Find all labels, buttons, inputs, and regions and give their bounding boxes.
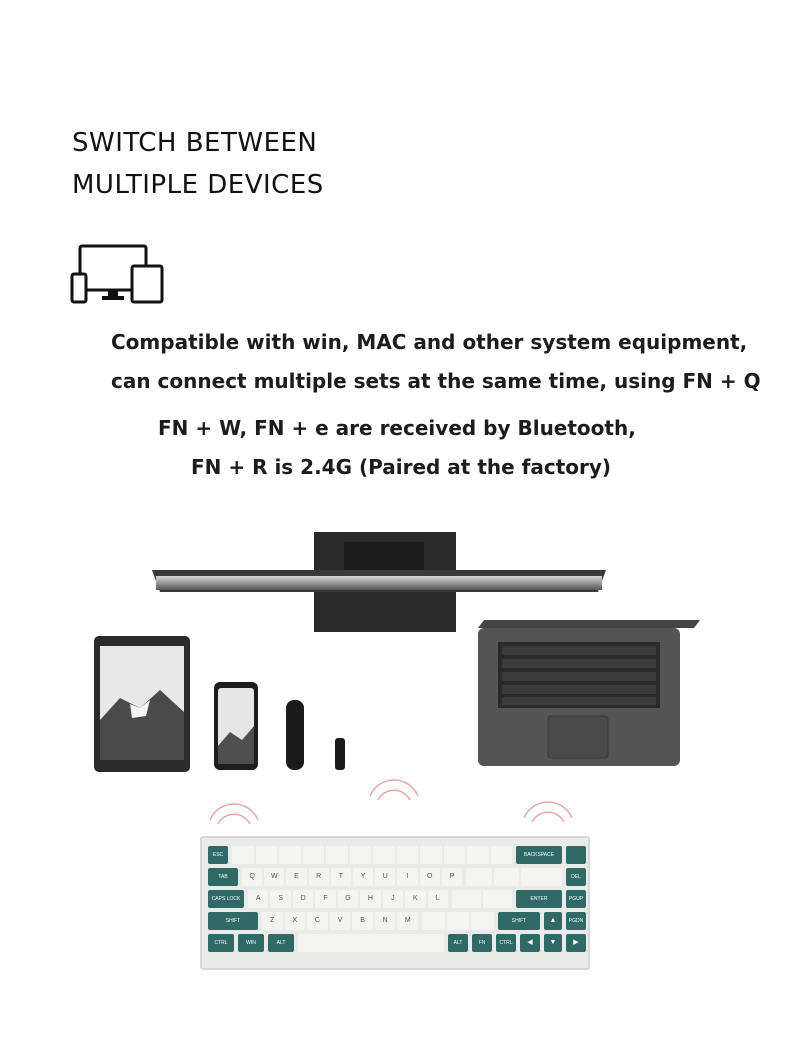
number-row (232, 846, 512, 864)
key-fn[interactable]: FN (472, 934, 492, 952)
key-letter[interactable]: J (383, 890, 403, 908)
key-backspace[interactable]: BACKSPACE (516, 846, 562, 864)
keyboard (200, 836, 590, 970)
page-title (72, 122, 324, 206)
key-letter[interactable]: F (315, 890, 335, 908)
key-letter[interactable]: L (428, 890, 448, 908)
key-win[interactable]: WIN (238, 934, 264, 952)
key-letter[interactable]: W (264, 868, 284, 886)
remote (286, 700, 304, 770)
key-pgup[interactable]: PGUP (566, 890, 586, 908)
key-enter[interactable]: ENTER (516, 890, 562, 908)
key-letter[interactable]: Y (353, 868, 373, 886)
letter-row-3 (262, 912, 418, 930)
key-arrow-down[interactable]: ▼ (544, 934, 562, 952)
key-ctrl-right[interactable]: CTRL (496, 934, 516, 952)
key-letter[interactable]: C (307, 912, 328, 930)
key-letter[interactable]: O (420, 868, 440, 886)
key-letter[interactable]: Q (242, 868, 262, 886)
description-line-2: can connect multiple sets at the same time, using FN + Q (111, 369, 761, 393)
title-line-2: MULTIPLE DEVICES (72, 170, 324, 200)
laptop (478, 620, 700, 766)
key-letter[interactable]: R (309, 868, 329, 886)
key-alt-left[interactable]: ALT (268, 934, 294, 952)
phone (214, 682, 258, 770)
key-caps-lock[interactable]: CAPS LOCK (208, 890, 244, 908)
key-letter[interactable]: I (397, 868, 417, 886)
key-alt-right[interactable]: ALT (448, 934, 468, 952)
tablet (94, 636, 190, 772)
key-letter[interactable]: U (375, 868, 395, 886)
key-arrow-up[interactable]: ▲ (544, 912, 562, 930)
key-letter[interactable]: H (360, 890, 380, 908)
key-letter[interactable]: T (331, 868, 351, 886)
key-letter[interactable]: X (285, 912, 306, 930)
letter-row-2 (248, 890, 448, 908)
key-nav-1[interactable] (566, 846, 586, 864)
key-letter[interactable]: S (270, 890, 290, 908)
key-letter[interactable]: D (293, 890, 313, 908)
key-letter[interactable]: V (330, 912, 351, 930)
key-letter[interactable]: K (405, 890, 425, 908)
description-line-3: FN + W, FN + e are received by Bluetooth, (158, 416, 636, 440)
key-letter[interactable]: N (375, 912, 396, 930)
key-letter[interactable]: G (338, 890, 358, 908)
monitor (152, 532, 606, 632)
letter-row-1 (242, 868, 462, 886)
key-shift-right[interactable]: SHIFT (498, 912, 540, 930)
key-esc[interactable]: ESC (208, 846, 228, 864)
usb-receiver (335, 738, 345, 770)
title-line-1: SWITCH BETWEEN (72, 128, 318, 158)
key-del[interactable]: DEL (566, 868, 586, 886)
key-letter[interactable]: Z (262, 912, 283, 930)
key-letter[interactable]: B (352, 912, 373, 930)
description-line-1: Compatible with win, MAC and other system equipment, (111, 330, 748, 354)
key-letter[interactable]: A (248, 890, 268, 908)
key-ctrl-left[interactable]: CTRL (208, 934, 234, 952)
key-space[interactable] (298, 934, 444, 952)
punct-row-3 (422, 912, 494, 930)
key-arrow-left[interactable]: ◀ (520, 934, 540, 952)
key-letter[interactable]: M (397, 912, 418, 930)
wireless-waves (210, 780, 572, 824)
key-letter[interactable]: E (286, 868, 306, 886)
key-letter[interactable]: P (442, 868, 462, 886)
bracket-keys (466, 868, 562, 886)
key-pgdn[interactable]: PGDN (566, 912, 586, 930)
key-arrow-right[interactable]: ▶ (566, 934, 586, 952)
key-shift-left[interactable]: SHIFT (208, 912, 258, 930)
multi-device-icon (70, 244, 166, 306)
description-line-4: FN + R is 2.4G (Paired at the factory) (191, 455, 612, 479)
key-tab[interactable]: TAB (208, 868, 238, 886)
punct-row-2 (452, 890, 512, 908)
